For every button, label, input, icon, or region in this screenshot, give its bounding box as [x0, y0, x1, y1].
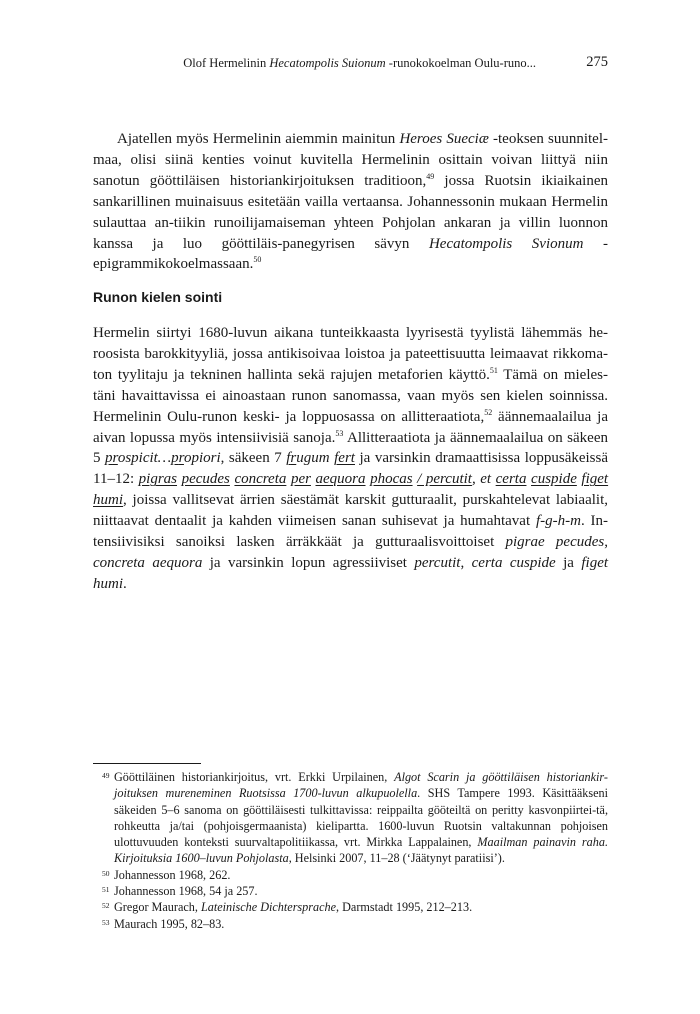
running-head — [93, 54, 608, 74]
footnote-ref-52[interactable]: 52 — [484, 407, 493, 417]
body-paragraph-1: Ajatellen myös Hermelinin aiemmin mainitun Heroes Sueciæ -teoksen suunnitel-maa, olisi siinä kenties voinut kuvitella Hermelinin osittain voivan liittyä niin sanotun gööttiläisen historiankirjoituksen traditioon,$^{49}$ jossa Ruotsin ikiaikainen sankarillinen muinaisuus esitetään vailla vertaansa. Johannessonin mukaan Hermelin sulauttaa an-tiikin runoilijamaiseman yhteen Pohjolan ankaran ja villin luonnon kanssa ja luo gööttiläis-panegyrisen sävyn Hecatompolis Svionum -epigrammikokoelmassaan.$^{50}$ — [93, 131, 608, 273]
page-number: 275 — [586, 54, 608, 70]
footnote-separator — [93, 763, 201, 764]
footnote-50: 50 Johannesson 1968, 262. — [102, 867, 231, 882]
footnote-ref-53[interactable]: 53 — [335, 428, 344, 438]
footnote-51: 51 Johannesson 1968, 54 ja 257. — [102, 884, 258, 899]
body-paragraph-2: Hermelin siirtyi 1680-luvun aikana tunteikkaasta lyyrisestä tyylistä lähemmäs he-roosista barokkityyliä, jossa antikisoivaa loistoa ja pateettisuutta leimaavat rikkoma-ton tyylitaju ja tekninen hallinta sekä rajujen metaforien käyttö.$^{51}$ Tämä on mieles-täni havaittavissa ei ainoastaan runon sanomassa, vaan myös sen kielen soinnissa. Hermelinin Oulu-runon keski- ja loppuosassa on allitteraatiota,$^{52}$ äännemaalailua ja aivan lopussa myös intensiivisiä sanoja.$^{53}$ Allitteraatiota ja äännemaalailua on säkeen 5 prospicit…propiori, säkeen 7 frugum fert ja varsinkin dramaattisissa loppusäkeissä 11–12: pigras pecudes concreta per aequora phocas / percutit, et certa cuspide figet humi, joissa vallitsevat ärrien säestämät karskit gutturaalit, purskahtelevat labiaalit, niittaavat dentaalit ja kahden viimeisen sanan suhisevat ja humahtavat f-g-h-m. In-tensiivisiksi sanoiksi lasken ärräkkäät ja gutturaalisvoittoiset pigrae pecudes, concreta aequora ja varsinkin lopun agressiiviset percutit, certa cuspide ja figet humi. — [93, 325, 609, 592]
footnote-49: 49 Gööttiläinen historiankirjoitus, vrt. Erkki Urpilainen, Algot Scarin ja gööttiläisen historiankir-joituksen mureneminen Ruotsissa 1700-luvun alkupuolella. SHS Tampere 1993. Käsittääkseni säkeiden 5–6 sanoma on gööttiläisesti tulkittavissa: reippailta gööteiltä on peritty kasvonpiirtei-tä, rohkeutta ja/tai (pohjoisgermaanista) kielipartta. 1600-luvun Ruotsin valtakunnan pohjoisen ulottuvuuden konteksti suurvaltapolitiikassa, vrt. Mirkka Lappalainen, Maailman painavin raha. Kirjoituksia 1600–luvun Pohjolasta, Helsinki 2007, 11–28 (‘Jäätynyt paratiisi’). — [102, 770, 609, 866]
latin-verses-11-12: pigras pecudes concreta per aequora phocas / percutit, et certa cuspide figet humi — [93, 471, 609, 509]
footnote-ref-51[interactable]: 51 — [489, 365, 498, 375]
footnote-ref-49[interactable]: 49 — [426, 171, 435, 181]
running-head-title: Olof Hermelinin Hecatompolis Suionum -runokokoelman Oulu-runo... — [183, 56, 536, 70]
latin-prospicit: prospicit…propiori — [105, 450, 221, 467]
section-heading: Runon kielen sointi — [93, 289, 223, 305]
footnote-ref-50[interactable]: 50 — [253, 255, 262, 265]
footnote-53: 53 Maurach 1995, 82–83. — [102, 916, 225, 931]
latin-frugum-fert: frugum fert — [286, 450, 355, 467]
footnote-52: 52 Gregor Maurach, Lateinische Dichtersprache, Darmstadt 1995, 212–213. — [102, 900, 473, 915]
footnotes — [93, 769, 608, 932]
